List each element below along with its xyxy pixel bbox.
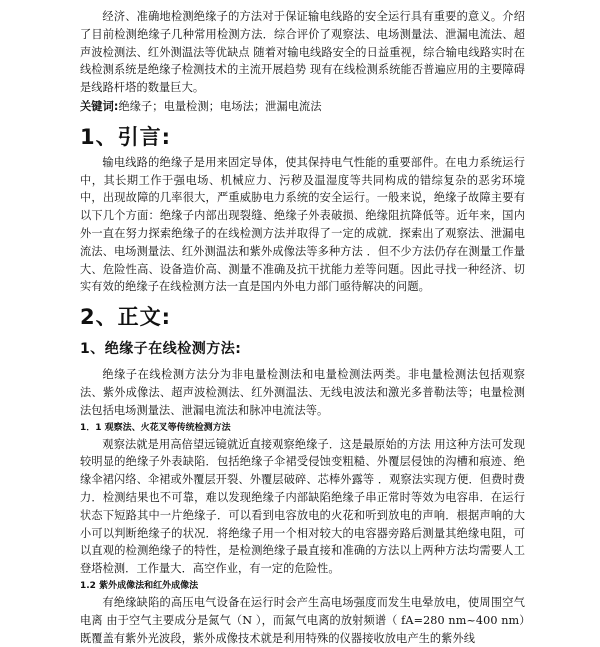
keywords-text: 绝缘子；电量检测；电场法；泄漏电流法 xyxy=(118,99,322,113)
keywords-label: 关键词: xyxy=(80,99,119,113)
section-1-heading: 1、引言: xyxy=(80,124,172,149)
document-content xyxy=(80,8,525,647)
subsection-1-1-paragraph: 观察法就是用高倍望远镜就近直接观察绝缘子．这是最原始的方法 用这种方法可发现较明显的绝缘子外表缺陷．包括绝缘子伞裙受侵蚀变粗糙、外覆层侵蚀的沟槽和痕迹、绝缘伞裙闪络、伞裙或外覆层开裂、外覆层破碎、芯棒外露等 ．观察法实现方便．但费时费力．检测结果也不可靠，难以发现绝缘子内部缺陷绝缘子串正常时等效为电容串．在运行状态下短路其中一片绝缘子．可以看到电容放电的火花和听到放电的声响．根据声响的大小可以判断绝缘子的状况．将绝缘子用一个相对较大的电容器旁路后测量其绝缘电阻，可以直观的检测绝缘子的特性，是检测绝缘子最直接和准确的方法以上两种方法均需要人工登塔检测．工作量大．高空作业，有一定的危险性。 xyxy=(80,437,525,576)
subsection-1-2-heading: 1.2 紫外成像法和红外成像法 xyxy=(80,580,199,591)
subsection-1-paragraph: 绝缘子在线检测方法分为非电量检测法和电量检测法两类。非电量检测法包括观察法、紫外成像法、超声波检测法、红外测温法、无线电波法和激光多普勒法等；电量检测法包括电场测量法、泄漏电流法和脉冲电流法等。 xyxy=(80,368,525,417)
subsection-1-1-heading: 1．1 观察法、火花叉等传统检测方法 xyxy=(80,422,231,433)
section-1-paragraph: 输电线路的绝缘子是用来固定导体，使其保持电气性能的重要部件。在电力系统运行中，其长期工作于强电场、机械应力、污秽及温湿度等共同构成的错综复杂的恶劣环境中，出现故障的几率很大，严重威胁电力系统的安全运行。一般来说，绝缘子故障主要有以下几个方面：绝缘子内部出现裂缝、绝缘子外表破损、绝缘阻抗降低等。近年来，国内外一直在努力探索绝缘子的在线检测方法并取得了一定的成就．探索出了观察法、泄漏电流法、电场测量法、红外测温法和紫外成像法等多种方法 ．但不少方法仍存在测量工作量大、危险性高、设备造价高、测量不准确及抗干扰能力差等问题。因此寻找一种经济、切实有效的绝缘子在线检测方法一直是国内外电力部门亟待解决的问题。 xyxy=(80,155,525,294)
subsection-1-2-paragraph: 有绝缘缺陷的高压电气设备在运行时会产生高电场强度而发生电晕放电，使周围空气电离 由于空气主要成分是氮气（N ），而氮气电离的放射频谱（ fA=280 nm~400 nm）既覆盖有紫外光波段，紫外成像技术就是利用特殊的仪器接收放电产生的紫外线 xyxy=(80,595,525,645)
keywords-line xyxy=(80,98,525,116)
abstract-paragraph: 经济、准确地检测绝缘子的方法对于保证输电线路的安全运行具有重要的意义。介绍了目前检测绝缘子几种常用检测方法．综合评价了观察法、电场测量法、泄漏电流法、超声波检测法、红外测温法等优缺点 随着对输电线路安全的日益重视，综合输电线路实时在线检测系统是绝缘子检测技术的主流开展趋势 现有在线检测系统能否普遍应用的主要障碍是线路杆塔的数量巨大。 xyxy=(80,10,525,95)
subsection-1-heading: 1、绝缘子在线检测方法: xyxy=(80,341,242,358)
section-2-heading: 2、正文: xyxy=(80,305,172,330)
